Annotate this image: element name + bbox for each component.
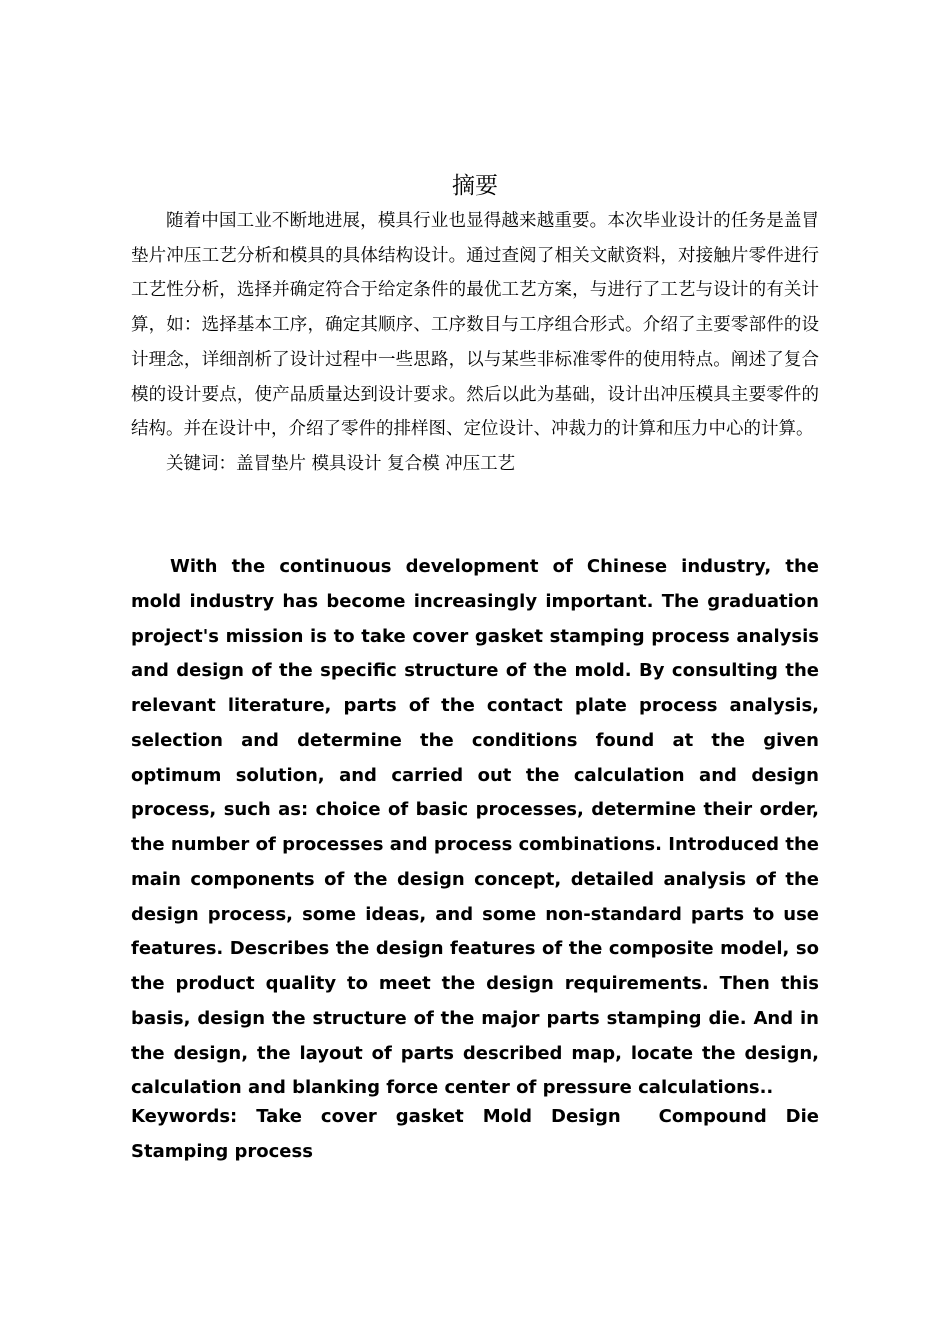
- english-abstract-section: [131, 550, 826, 1170]
- chinese-abstract-paragraph: 随着中国工业不断地进展，模具行业也显得越来越重要。本次毕业设计的任务是盖冒垫片冲压工艺分析和模具的具体结构设计。通过查阅了相关文献资料，对接触片零件进行工艺性分析，选择并确定符合于给定条件的最优工艺方案，与进行了工艺与设计的有关计算，如：选择基本工序，确定其顺序、工序数目与工序组合形式。介绍了主要零部件的设计理念，详细剖析了设计过程中一些思路，以与某些非标准零件的使用特点。阐述了复合模的设计要点，使产品质量达到设计要求。然后以此为基础，设计出冲压模具主要零件的结构。并在设计中，介绍了零件的排样图、定位设计、冲裁力的计算和压力中心的计算。: [131, 211, 819, 440]
- english-abstract-paragraph: With the continuous development of Chinese industry, the mold industry has become increasingly important. The graduation project's mission is to take cover gasket stamping process analysis and design of the specific structure of the mold. By consulting the relevant literature, parts of the contact plate process analysis, selection and determine the conditions found at the given optimum solution, and carried out the calculation and design process, such as: choice of basic processes, determine their order, the number of processes and process combinations. Introduced the main components of the design concept, detailed analysis of the design process, some ideas, and some non-standard parts to use features. Describes the design features of the composite model, so the product quality to meet the design requirements. Then this basis, design the structure of the major parts stamping die. And in the design, the layout of parts described map, locate the design, calculation and blanking force center of pressure calculations..: [131, 556, 819, 1099]
- abstract-title: 摘要: [452, 173, 498, 199]
- chinese-abstract-section: [131, 204, 819, 482]
- chinese-keywords: 关键词：盖冒垫片 模具设计 复合模 冲压工艺: [166, 453, 516, 474]
- english-keywords: Keywords: Take cover gasket Mold Design Compound Die Stamping process: [131, 1106, 826, 1162]
